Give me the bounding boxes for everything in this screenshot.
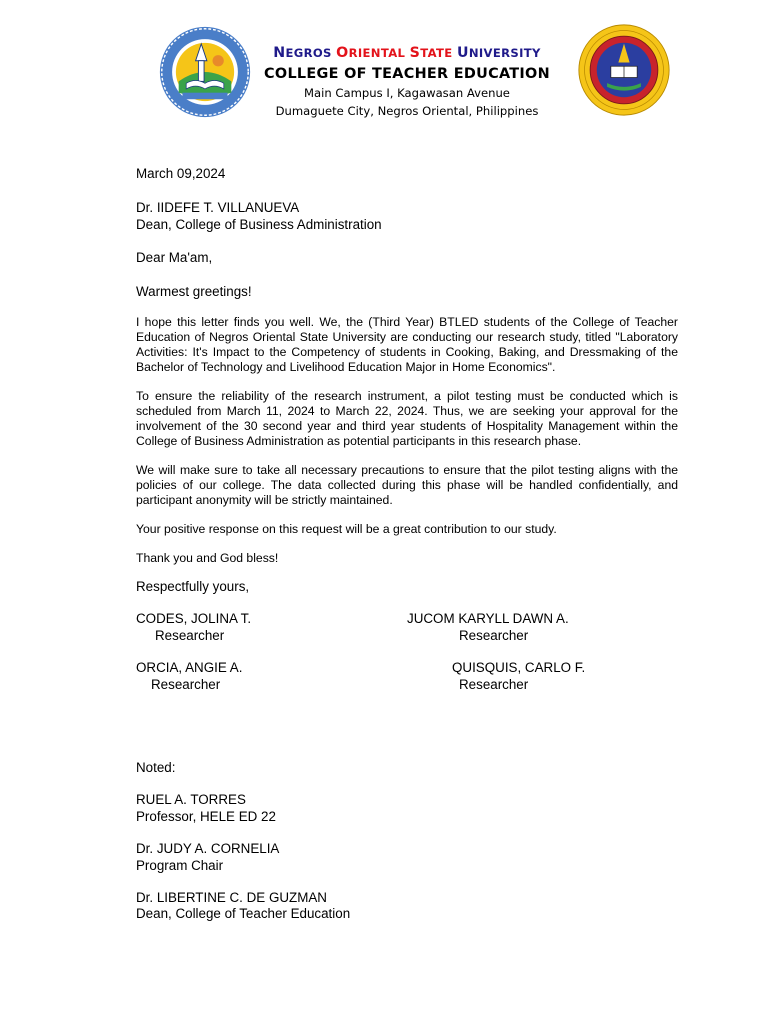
university-name-part: O: [336, 45, 349, 61]
greeting: Warmest greetings!: [136, 283, 252, 299]
university-seal-icon: [574, 23, 674, 117]
paragraph-intro: I hope this letter finds you well. We, the (Third Year) BTLED students of the College of Teacher Education of Negros Oriental State University are conducting our research study, titled "Laboratory Activities: It's Impact to the Competency of students in Cooking, Baking, and Dressmaking of the Bachelor of Technology and Livelihood Education Major in Home Economics".: [136, 315, 678, 375]
college-of-education-seal-icon: [158, 25, 252, 119]
researcher-name: JUCOM KARYLL DAWN A.: [407, 611, 569, 627]
researcher-name: QUISQUIS, CARLO F.: [452, 660, 586, 676]
noted-title: Professor, HELE ED 22: [136, 808, 276, 824]
researcher-role: Researcher: [459, 677, 529, 693]
signature-row-1: [136, 611, 678, 645]
noted-name: RUEL A. TORRES: [136, 792, 246, 808]
researcher-name: CODES, JOLINA T.: [136, 611, 252, 627]
paragraph-pilot-testing: To ensure the reliability of the research instrument, a pilot testing must be conducted which is scheduled from March 11, 2024 to March 22, 2024. Thus, we are seeking your approval for the involvement of the 30 second year and third year students of Hospitality Management within the College of Business Administration as potential participants in this research phase.: [136, 389, 678, 449]
thanks-line: Thank you and God bless!: [136, 551, 279, 566]
noted-name: Dr. LIBERTINE C. DE GUZMAN: [136, 890, 327, 906]
researcher-role: Researcher: [459, 628, 529, 644]
university-name: [254, 44, 560, 63]
closing: Respectfully yours,: [136, 579, 250, 595]
recipient-title: Dean, College of Business Administration: [136, 216, 382, 232]
researcher-role: Researcher: [155, 628, 225, 644]
address-line-1: Main Campus I, Kagawasan Avenue: [304, 86, 510, 100]
university-name-part: NIVERSITY: [468, 46, 541, 60]
address-line-2: Dumaguete City, Negros Oriental, Philippines: [275, 104, 539, 118]
letter-date: March 09,2024: [136, 166, 226, 181]
noted-name: Dr. JUDY A. CORNELIA: [136, 841, 280, 857]
university-name-part: N: [273, 45, 286, 61]
noted-label: Noted:: [136, 760, 176, 775]
recipient-name: Dr. IIDEFE T. VILLANUEVA: [136, 200, 300, 216]
paragraph-request: Your positive response on this request will be a great contribution to our study.: [136, 522, 557, 537]
signature-row-2: [136, 660, 678, 694]
university-name-part: S: [409, 45, 421, 61]
university-name-part: U: [456, 45, 469, 61]
noted-title: Dean, College of Teacher Education: [136, 906, 351, 922]
university-name-part: EGROS: [285, 46, 337, 60]
university-name-part: TATE: [420, 46, 457, 60]
letterhead: [254, 44, 560, 120]
college-name: COLLEGE OF TEACHER EDUCATION: [264, 66, 550, 82]
letter-body: [136, 166, 678, 694]
paragraph-precautions: We will make sure to take all necessary precautions to ensure that the pilot testing aligns with the policies of our college. The data collected during this phase will be handled confidentially, and participant anonymity will be strictly maintained.: [136, 463, 678, 508]
noted-section: [136, 760, 536, 923]
university-name-part: RIENTAL: [348, 46, 410, 60]
researcher-name: ORCIA, ANGIE A.: [136, 660, 243, 676]
salutation: Dear Ma'am,: [136, 250, 213, 266]
noted-title: Program Chair: [136, 857, 224, 873]
researcher-role: Researcher: [151, 677, 221, 693]
